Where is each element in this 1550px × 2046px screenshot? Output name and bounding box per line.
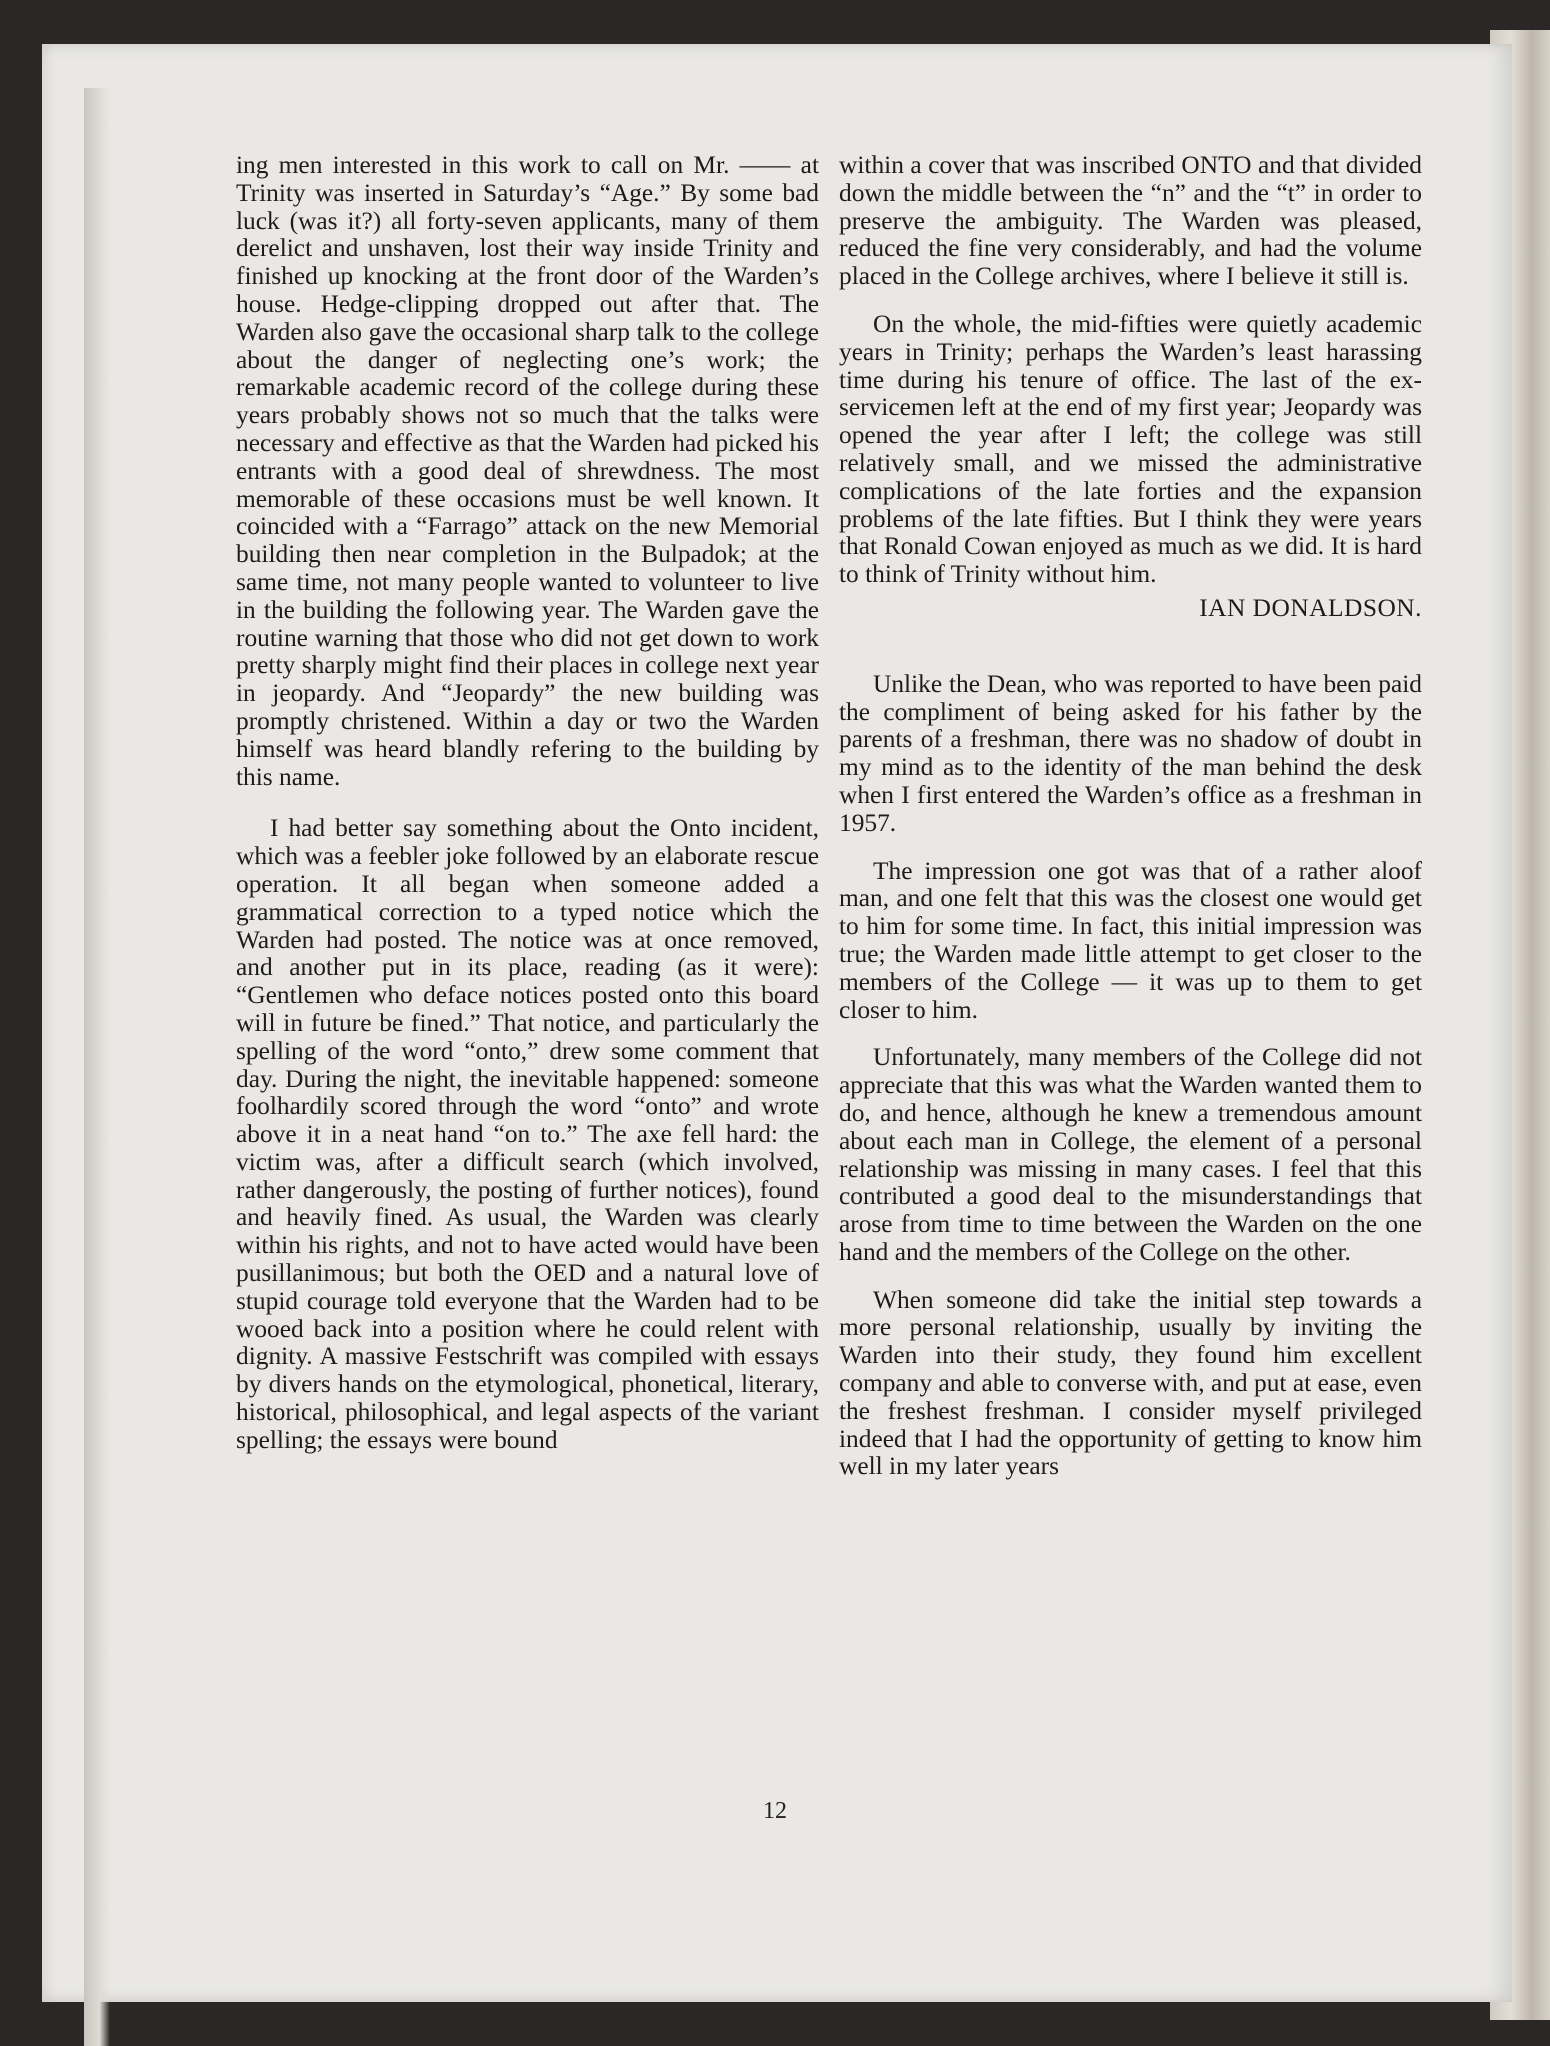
right-paragraph-2: On the whole, the mid-fifties were quietly academic years in Trinity; perhaps the Warden’s least harassing time during his tenure of office. The last of the ex-servicemen left at the end of my first year; Jeopardy was opened the year after I left; the college was still relatively small, and we missed the administrative complications of the late forties and the expansion problems of the late fifties. But I think they were years that Ronald Cowan enjoyed as much as we did. It is hard to think of Trinity without him. <box>839 309 1422 589</box>
right-paragraph-4: The impression one got was that of a rather aloof man, and one felt that this was the closest one would get to him for some time. In fact, this initial impression was true; the Warden made little attempt to get closer to the members of the College — it was up to them to get closer to him. <box>839 856 1422 1024</box>
right-column <box>839 152 1422 1481</box>
section-gap <box>839 623 1422 671</box>
page-number: 12 <box>763 1798 787 1824</box>
right-paragraph-5: Unfortunately, many members of the College did not appreciate that this was what the Warden wanted them to do, and hence, although he knew a tremendous amount about each man in College, the element of a personal relationship was missing in many cases. I feel that this contributed a good deal to the misunderstandings that arose from time to time between the Warden on the one hand and the members of the College on the other. <box>839 1043 1422 1266</box>
left-paragraph-2: I had better say something about the Onto incident, which was a feebler joke followed by an elaborate rescue operation. It all began when someone added a grammatical correction to a typed notice which the Warden had posted. The notice was at once removed, and another put in its place, reading (as it were): “Gentlemen who deface notices posted onto this board will in future be fined.” That notice, and particularly the spelling of the word “onto,” drew some comment that day. During the night, the inevitable happened: someone foolhardily scored through the word “onto” and wrote above it in a neat hand “on to.” The axe fell hard: the victim was, after a difficult search (which involved, rather dangerously, the posting of further notices), found and heavily fined. As usual, the Warden was clearly within his rights, and not to have acted would have been pusillanimous; but both the OED and a natural love of stupid courage told everyone that the Warden had to be wooed back into a position where he could relent with dignity. A massive Festschrift was compiled with essays by divers hands on the etymological, phonetical, literary, historical, philosophical, and legal aspects of the variant spelling; the essays were bound <box>236 814 819 1454</box>
author-signature: IAN DONALDSON. <box>1199 593 1422 622</box>
binding-edge <box>84 88 110 2046</box>
right-paragraph-3: Unlike the Dean, who was reported to have been paid the compliment of being asked for his father by the parents of a freshman, there was no shadow of doubt in my mind as to the identity of the man behind the desk when I first entered the Warden’s office as a freshman in 1957. <box>839 669 1422 837</box>
left-paragraph-1: ing men interested in this work to call on Mr. —— at Trinity was inserted in Saturday’s “Age.” By some bad luck (was it?) all forty-seven applicants, many of them derelict and unshaven, lost their way inside Trinity and finished up knocking at the front door of the Warden’s house. Hedge-clipping dropped out after that. The Warden also gave the occasional sharp talk to the college about the danger of neglecting one’s work; the remarkable academic record of the college during these years probably shows not so much that the talks were necessary and effective as that the Warden had picked his entrants with a good deal of shrewdness. The most memorable of these occasions must be well known. It coincided with a “Farrago” attack on the new Memorial building then near completion in the Bulpadok; at the same time, not many people wanted to volunteer to live in the building the following year. The Warden gave the routine warning that those who did not get down to work pretty sharply might find their places in college next year in jeopardy. And “Jeopardy” the new building was promptly christened. Within a day or two the Warden himself was heard blandly refering to the building by this name. <box>236 151 819 791</box>
right-paragraph-6: When someone did take the initial step towards a more personal relationship, usually by inviting the Warden into their study, they found him excellent company and able to converse with, and put at ease, even the freshest freshman. I consider myself privileged indeed that I had the opportunity of getting to know him well in my later years <box>839 1285 1422 1481</box>
left-column <box>236 152 819 1455</box>
right-paragraph-1: within a cover that was inscribed ONTO and that divided down the middle between the “n” and the “t” in order to preserve the ambiguity. The Warden was pleased, reduced the fine very considerably, and had the volume placed in the College archives, where I believe it still is. <box>839 151 1422 291</box>
